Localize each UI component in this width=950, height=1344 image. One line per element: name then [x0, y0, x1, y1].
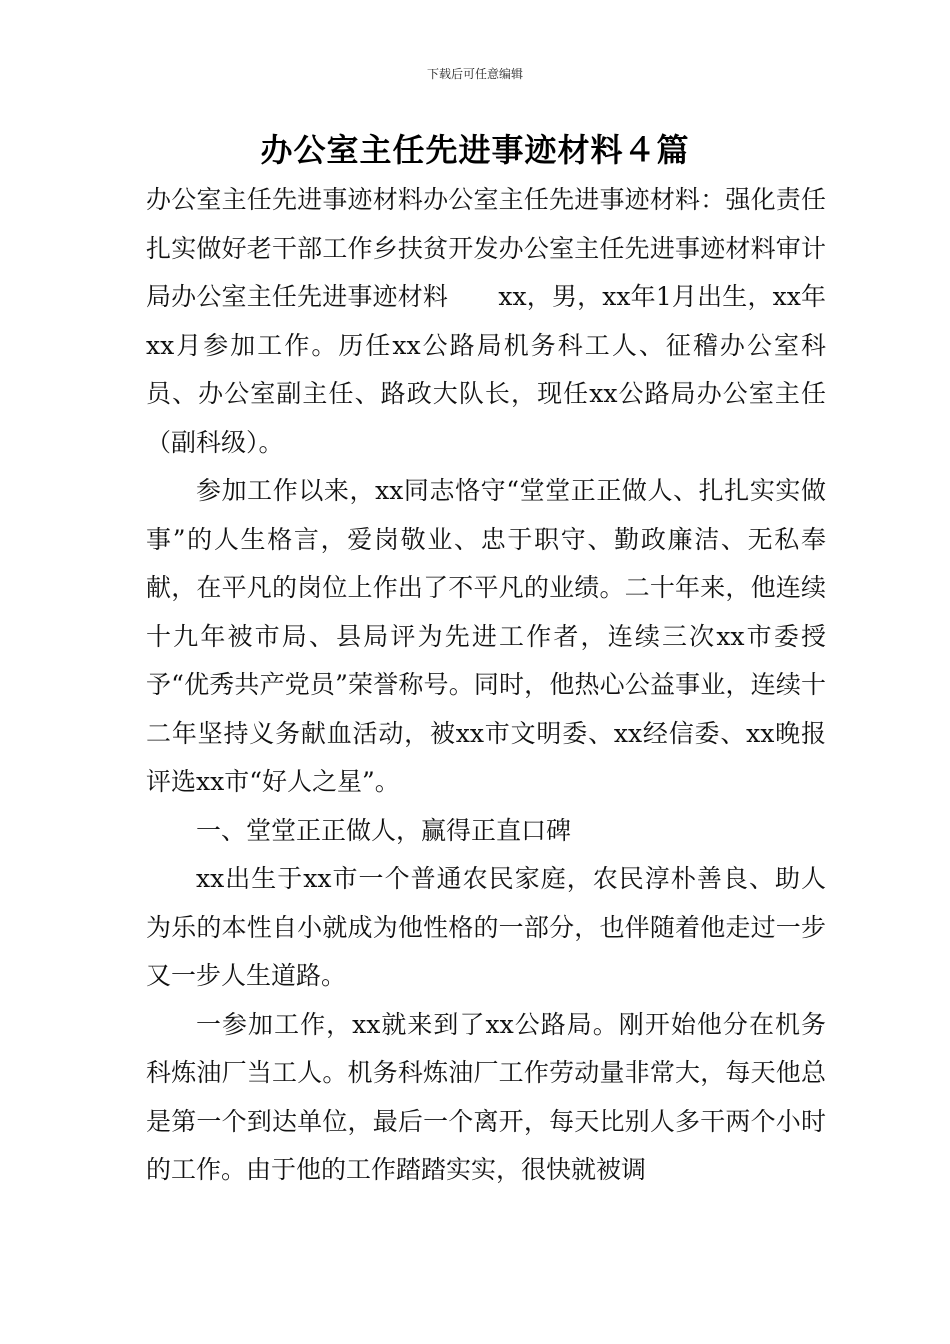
- header-note: 下载后可任意编辑: [426, 67, 523, 81]
- paragraph-summary: 参加工作以来，xx同志恪守“堂堂正正做人、扎扎实实做事”的人生格言，爱岗敬业、忠于职守、勤政廉洁、无私奉献，在平凡的岗位上作出了不平凡的业绩。二十年来，他连续十九年被市局、县局评为先进工作者，连续三次xx市委授予“优秀共产党员”荣誉称号。同时，他热心公益事业，连续十二年坚持义务献血活动，被xx市文明委、xx经信委、xx晚报评选xx市“好人之星”。: [146, 476, 826, 796]
- document-body: [146, 176, 826, 1195]
- document-title: 办公室主任先进事迹材料４篇: [260, 131, 690, 169]
- paragraph-intro: 办公室主任先进事迹材料办公室主任先进事迹材料：强化责任扎实做好老干部工作乡扶贫开发办公室主任先进事迹材料审计局办公室主任先进事迹材料 xx，男，xx年1月出生，xx年xx月参加工作。历任xx公路局机务科工人、征稽办公室科员、办公室副主任、路政大队长，现任xx公路局办公室主任（副科级）。: [146, 185, 826, 457]
- section-heading: 一、堂堂正正做人，赢得正直口碑: [196, 815, 572, 845]
- paragraph-early-career: 一参加工作，xx就来到了xx公路局。刚开始他分在机务科炼油厂当工人。机务科炼油厂工作劳动量非常大，每天他总是第一个到达单位，最后一个离开，每天比别人多干两个小时的工作。由于他的工作踏踏实实，很快就被调: [146, 1009, 826, 1184]
- paragraph-background: xx出生于xx市一个普通农民家庭，农民淳朴善良、助人为乐的本性自小就成为他性格的一部分，也伴随着他走过一步又一步人生道路。: [146, 864, 826, 990]
